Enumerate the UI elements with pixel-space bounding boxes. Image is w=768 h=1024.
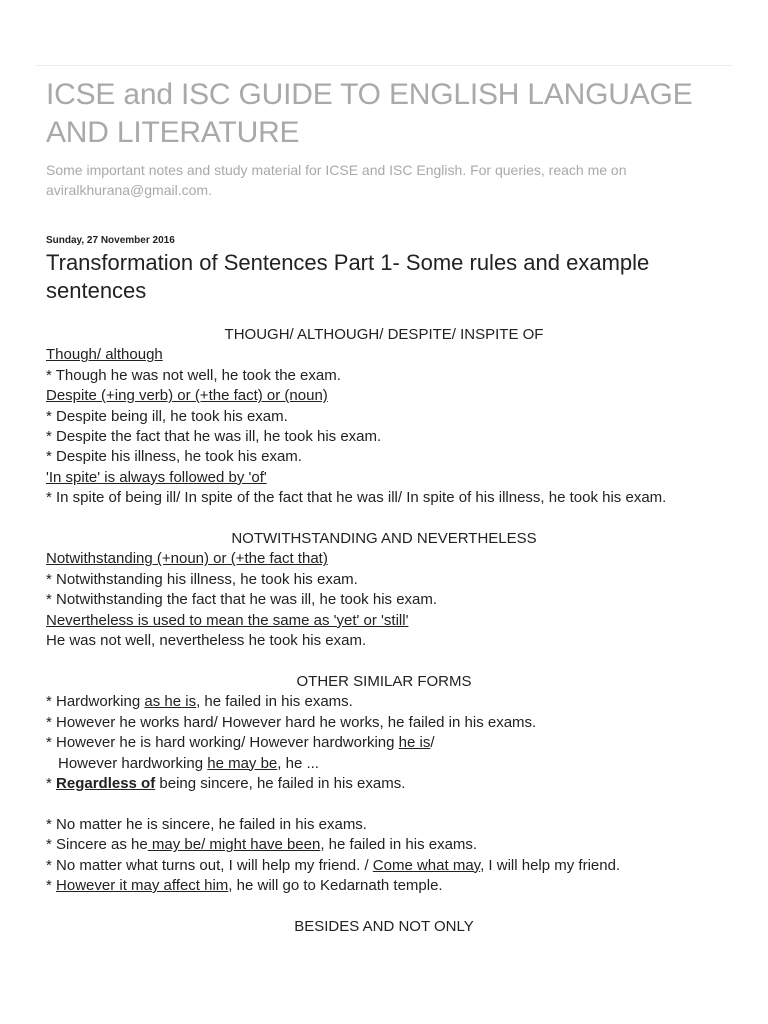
example-line: However hardworking he may be, he ... [58, 754, 319, 772]
example-line: * Though he was not well, he took the exam. [46, 366, 341, 384]
post-date: Sunday, 27 November 2016 [46, 235, 175, 246]
example-line: * Notwithstanding his illness, he took his exam. [46, 570, 358, 588]
rule-notwithstanding: Notwithstanding (+noun) or (+the fact that) [46, 550, 328, 568]
example-line: * However he works hard/ However hard he works, he failed in his exams. [46, 713, 537, 731]
section-heading-other-forms: OTHER SIMILAR FORMS [296, 672, 472, 690]
spacer [46, 896, 726, 916]
section-heading-notwithstanding: NOTWITHSTANDING AND NEVERTHELESS [231, 530, 537, 548]
example-line: * No matter he is sincere, he failed in his exams. [46, 815, 367, 833]
example-line: * However it may affect him, he will go to Kedarnath temple. [46, 876, 443, 894]
section-heading-besides: BESIDES AND NOT ONLY [294, 917, 474, 935]
spacer [46, 794, 726, 814]
example-line: * Sincere as he may be/ might have been, he failed in his exams. [46, 836, 478, 854]
example-line: * However he is hard working/ However hardworking he is/ [46, 734, 435, 752]
rule-nevertheless: Nevertheless is used to mean the same as 'yet' or 'still' [46, 611, 409, 629]
rule-despite: Despite (+ing verb) or (+the fact) or (noun) [46, 387, 328, 405]
spacer [46, 651, 726, 671]
rule-though: Though/ although [46, 346, 163, 364]
example-line: * Despite the fact that he was ill, he took his exam. [46, 428, 382, 446]
section-heading-though: THOUGH/ ALTHOUGH/ DESPITE/ INSPITE OF [224, 326, 544, 343]
example-line: * Notwithstanding the fact that he was ill, he took his exam. [46, 591, 438, 609]
example-line: * No matter what turns out, I will help my friend. / Come what may, I will help my friend. [46, 856, 621, 874]
example-line: * Regardless of being sincere, he failed in his exams. [46, 774, 406, 792]
blog-post [46, 234, 726, 937]
blog-title[interactable]: ICSE and ISC GUIDE TO ENGLISH LANGUAGE AND LITERATURE [46, 78, 693, 149]
rule-in-spite: 'In spite' is always followed by 'of' [46, 468, 267, 486]
example-line: He was not well, nevertheless he took his exam. [46, 632, 367, 650]
header-divider [36, 65, 732, 66]
blog-header [46, 76, 726, 200]
spacer [46, 509, 726, 529]
post-body [46, 325, 726, 937]
example-line: * In spite of being ill/ In spite of the fact that he was ill/ In spite of his illness, he took his exam. [46, 489, 667, 507]
example-line: * Hardworking as he is, he failed in his exams. [46, 693, 353, 711]
post-title[interactable]: Transformation of Sentences Part 1- Some rules and example sentences [46, 250, 650, 303]
example-line: * Despite being ill, he took his exam. [46, 407, 288, 425]
example-line: * Despite his illness, he took his exam. [46, 448, 302, 466]
blog-description: Some important notes and study material for ICSE and ISC English. For queries, reach me on aviralkhurana@gmail.com. [46, 162, 627, 198]
